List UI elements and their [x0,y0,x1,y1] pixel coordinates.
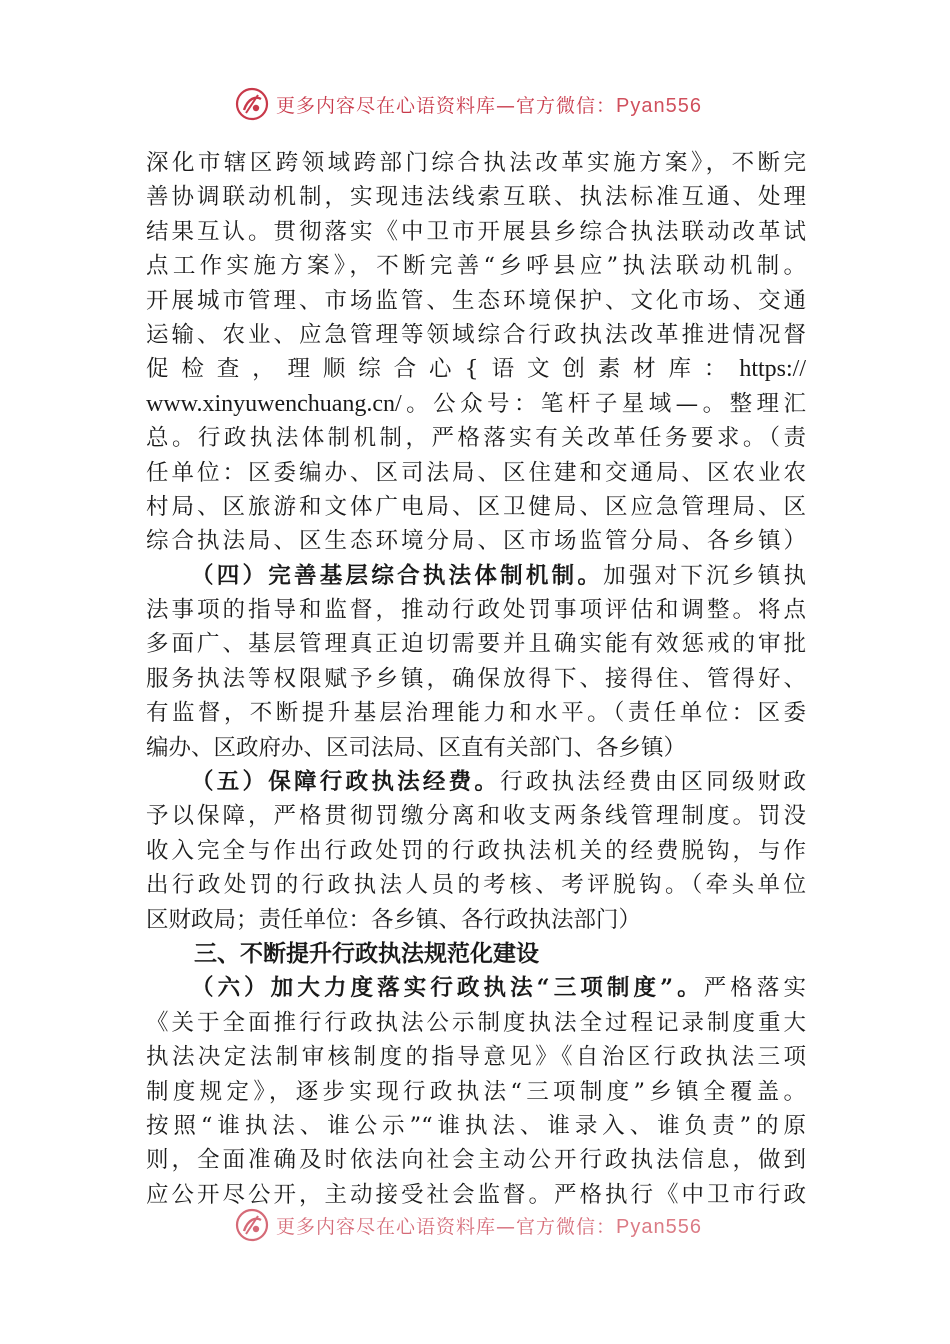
line-text: 深化市辖区跨领域跨部门综合执法改革实施方案》，不断完 [146,150,806,176]
line-text: 按照“谁执法、谁公示”“谁执法、谁录入、谁负责”的原 [146,1112,806,1139]
text-line [146,799,806,833]
line-text: 运输、农业、应急管理等领域综合行政执法改革推进情况督 [146,321,806,348]
body-text [146,146,806,1212]
line-text: 应公开尽公开，主动接受社会监督。严格执行《中卫市行政 [146,1181,806,1208]
subsection-title: （四）完善基层综合执法体制机制。 [191,562,604,589]
line-text: 有监督，不断提升基层治理能力和水平。（责任单位：区委 [146,700,806,727]
watermark-prefix: 更多内容尽在心语资料库—官方微信： [276,94,617,117]
line-text: 村局、区旅游和文体广电局、区卫健局、区应急管理局、区 [146,493,806,520]
text-line [146,215,806,249]
text-line [146,593,806,627]
text-line [146,284,806,318]
line-text: 加强对下沉乡镇执 [603,562,806,589]
line-text: 出行政处罚的行政执法人员的考核、考评脱钩。（牵头单位 [146,872,806,899]
text-line [146,868,806,902]
line-text: 服务执法等权限赋予乡镇，确保放得下、接得住、管得好、 [146,665,806,692]
text-line [146,249,806,283]
watermark-handle: Pyan556 [616,1215,702,1238]
subsection-title: （五）保障行政执法经费。 [191,769,501,796]
text-line [146,662,806,696]
text-line [146,421,806,455]
text-line [146,456,806,490]
line-text: 《关于全面推行行政执法公示制度执法全过程记录制度重大 [146,1009,806,1036]
section-heading-text: 三、不断提升行政执法规范化建设 [194,940,539,967]
line-text: 任单位：区委编办、区司法局、区住建和交通局、区农业农 [146,459,806,486]
text-line [146,834,806,868]
text-line [146,903,806,937]
line-text: 法事项的指导和监督，推动行政处罚事项评估和调整。将点 [146,597,806,624]
line-text: 综合执法局、区生态环境分局、区市场监管分局、各乡镇） [146,528,806,555]
line-text: 严格落实 [703,975,806,1002]
watermark-header [234,84,702,124]
line-text: 行政执法经费由区同级财政 [500,769,806,796]
text-line [146,318,806,352]
subsection-title: （六）加大力度落实行政执法“三项制度”。 [191,975,704,1002]
url-text: www.xinyuwenchuang.cn/ [146,390,402,417]
text-line [146,146,806,180]
line-text: 总。行政执法体制机制，严格落实有关改革任务要求。（责 [146,425,806,452]
line-text: 多面广、基层管理真正迫切需要并且确实能有效惩戒的审批 [146,631,806,658]
line-text: 制度规定》，逐步实现行政执法“三项制度”乡镇全覆盖。 [146,1078,806,1105]
section-heading [146,937,806,971]
line-text: 促检查，理顺综合心{语文创素材库： [146,356,740,383]
text-line [146,387,806,421]
line-text: 收入完全与作出行政处罚的行政执法机关的经费脱钩，与作 [146,837,806,864]
text-line [146,731,806,765]
text-line [146,524,806,558]
line-text: 开展城市管理、市场监管、生态环境保护、文化市场、交通 [146,287,806,314]
text-line [146,627,806,661]
line-text: 区财政局；责任单位：各乡镇、各行政执法部门） [146,906,642,933]
seal-logo-icon [234,86,270,122]
line-text: 执法决定法制审核制度的指导意见》《自治区行政执法三项 [146,1044,806,1071]
url-text: https:// [739,356,806,383]
text-line [146,352,806,386]
watermark-handle: Pyan556 [616,94,702,117]
text-line [146,696,806,730]
seal-logo-icon [234,1207,270,1243]
line-text: 结果互认。贯彻落实《中卫市开展县乡综合执法联动改革试 [146,218,806,245]
text-line [146,971,806,1005]
line-text: 编办、区政府办、区司法局、区直有关部门、各乡镇） [146,734,687,761]
text-line [146,180,806,214]
text-line [146,559,806,593]
watermark-footer [234,1205,702,1245]
line-text: 善协调联动机制，实现违法线索互联、执法标准互通、处理 [146,184,806,211]
text-line [146,490,806,524]
text-line [146,1075,806,1109]
text-line [146,1040,806,1074]
line-text: 。公众号：笔杆子星域—。整理汇 [401,390,806,417]
text-line [146,1143,806,1177]
watermark-prefix: 更多内容尽在心语资料库—官方微信： [276,1215,617,1238]
line-text: 点工作实施方案》，不断完善“乡呼县应”执法联动机制。 [146,253,806,280]
text-line [146,1109,806,1143]
text-line [146,765,806,799]
line-text: 予以保障，严格贯彻罚缴分离和收支两条线管理制度。罚没 [146,803,806,830]
line-text: 则，全面准确及时依法向社会主动公开行政执法信息，做到 [146,1147,806,1174]
text-line [146,1006,806,1040]
